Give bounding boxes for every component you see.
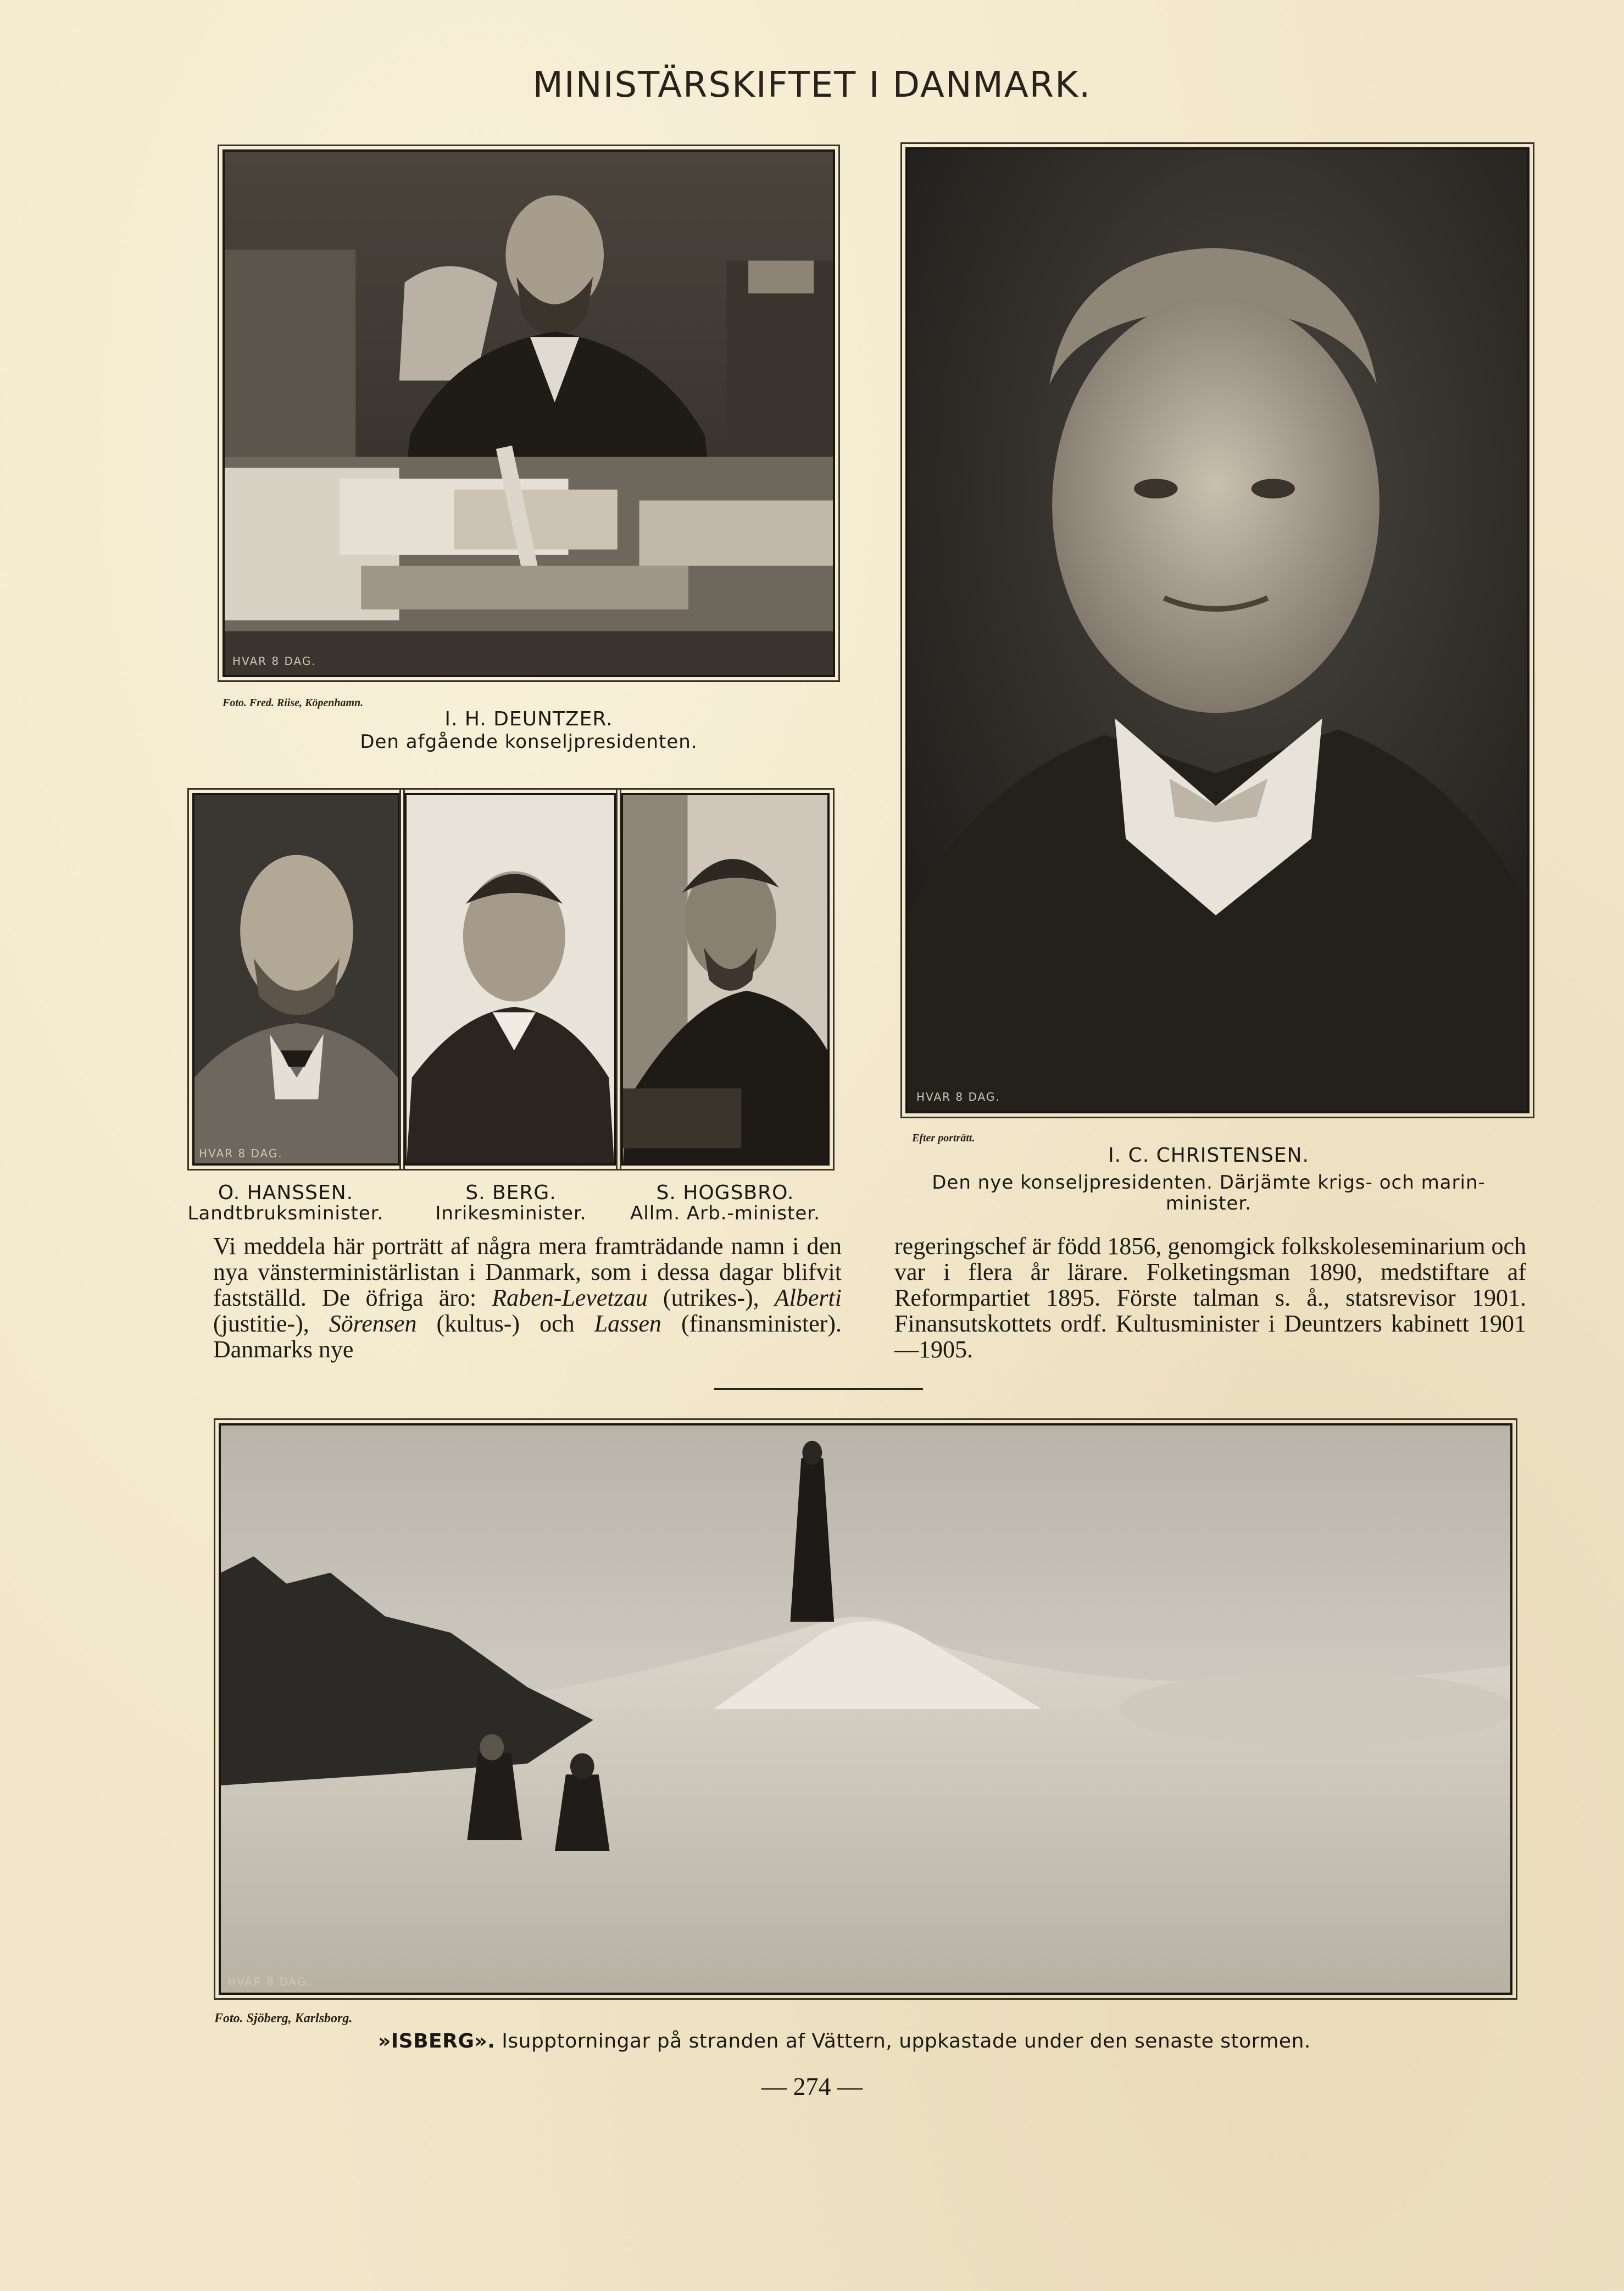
minister-name: Raben-Levetzau: [492, 1284, 648, 1311]
page-title: MINISTÄRSKIFTET I DANMARK.: [532, 65, 1092, 106]
deuntzer-name: I. H. DEUNTZER.: [444, 708, 613, 730]
article-text: (utrikes-),: [647, 1284, 775, 1311]
article-text: Vi meddela här porträtt af några mera framträdande namn i den nya vänsterministärlistan i Danmark, som i dessa dagar blifvit fastställd. De öfriga äro:: [213, 1233, 842, 1311]
page-number: — 274 —: [761, 2072, 863, 2100]
deuntzer-photo-credit: Foto. Fred. Riise, Köpenhamn.: [223, 697, 364, 709]
photo-watermark: HVAR 8 DAG.: [199, 1147, 283, 1160]
article-left-column: [213, 1233, 842, 1362]
minister-name-hanssen: O. HANSSEN.: [218, 1181, 354, 1204]
isberg-photo: [219, 1423, 1512, 1995]
berg-photo: [404, 793, 616, 1166]
photo-watermark: HVAR 8 DAG.: [232, 654, 316, 668]
minister-name-berg: S. BERG.: [465, 1181, 557, 1204]
minister-name: Sörensen: [329, 1310, 417, 1337]
photo-watermark: HVAR 8 DAG.: [916, 1090, 1000, 1103]
hogsbro-photo: [621, 793, 830, 1166]
minister-role-berg: Inrikesminister.: [435, 1202, 587, 1224]
article-text: (finansminister). Danmarks nye: [213, 1310, 842, 1363]
deuntzer-role: Den afgående konseljpresidenten.: [360, 731, 698, 753]
christensen-photo-credit: Efter porträtt.: [912, 1132, 975, 1144]
minister-role-hogsbro: Allm. Arb.-minister.: [630, 1202, 820, 1224]
photo-watermark: HVAR 8 DAG.: [227, 1975, 312, 1988]
minister-role-hanssen: Landtbruksminister.: [187, 1202, 384, 1224]
christensen-photo: [905, 147, 1530, 1113]
isberg-caption-text: Isupptorningar på stranden af Vättern, uppkastade under den senaste stormen.: [495, 2030, 1311, 2053]
isberg-photo-credit: Foto. Sjöberg, Karlsborg.: [214, 2011, 353, 2026]
section-divider: [714, 1388, 923, 1390]
minister-name: Alberti: [774, 1284, 842, 1311]
christensen-role-line2: minister.: [1165, 1192, 1252, 1214]
christensen-name: I. C. CHRISTENSEN.: [1108, 1144, 1309, 1167]
minister-name: Lassen: [594, 1310, 661, 1337]
hanssen-photo: [192, 793, 400, 1166]
christensen-role-line1: Den nye konseljpresidenten. Därjämte krigs- och marin-: [932, 1172, 1486, 1194]
article-text: (kultus-) och: [416, 1310, 594, 1337]
article-text: (justitie-),: [213, 1310, 329, 1337]
deuntzer-photo: [223, 149, 835, 677]
isberg-label: »ISBERG».: [378, 2030, 496, 2053]
isberg-caption: [378, 2030, 1532, 2053]
article-right-column: regeringschef är född 1856, genomgick folkskoleseminarium och var i flera år lärare. Folketingsman 1890, medstiftare af Reformpartiet 1895. Förste talman s. å., statsrevisor 1901. Finansutskottets ordf. Kultusminister i Deuntzers kabinett 1901—1905.: [894, 1233, 1526, 1363]
minister-name-hogsbro: S. HOGSBRO.: [656, 1181, 794, 1204]
